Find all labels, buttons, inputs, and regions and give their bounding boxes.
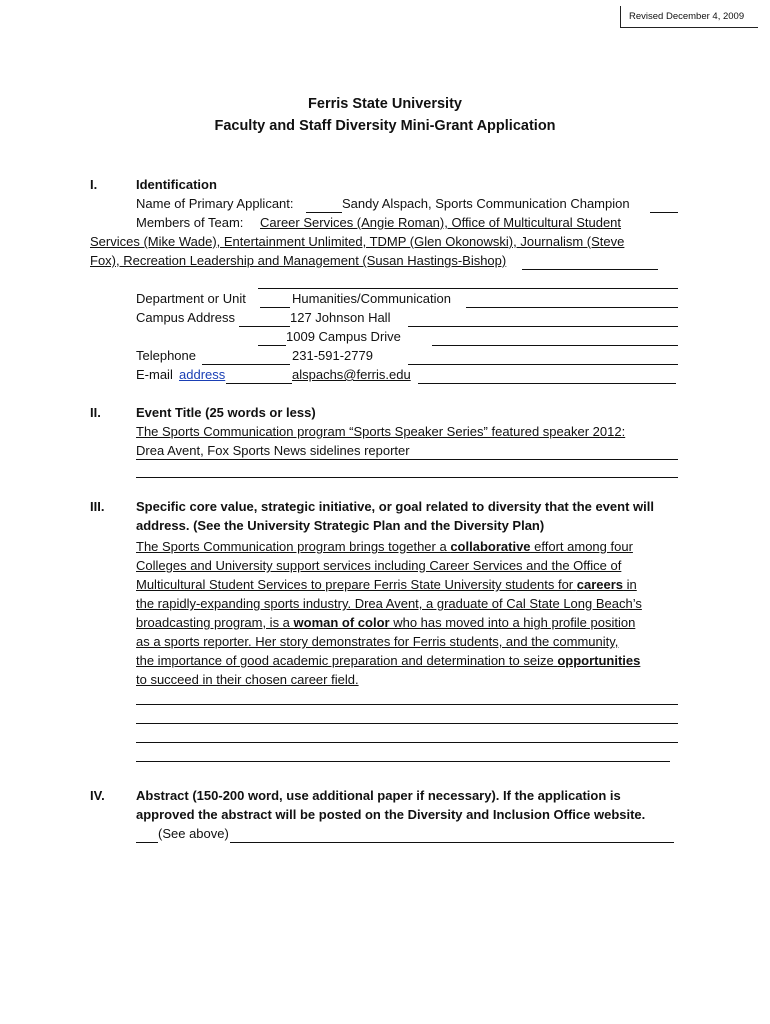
team-field-line-3[interactable]: Fox), Recreation Leadership and Management (Susan Hastings-Bishop) <box>90 253 507 268</box>
telephone-label: Telephone <box>136 348 196 363</box>
response-line-5: broadcasting program, is a woman of color who has moved into a high profile position <box>136 615 636 630</box>
section-2-heading: Event Title (25 words or less) <box>136 405 316 420</box>
section-3-numeral: III. <box>90 499 105 514</box>
response-line-3: Multicultural Student Services to prepare Ferris State University students for careers in <box>136 577 637 592</box>
campus-address-label: Campus Address <box>136 310 235 325</box>
response-line-8: to succeed in their chosen career field. <box>136 672 359 687</box>
emphasis-collaborative: collaborative <box>450 539 531 554</box>
emphasis-woman-of-color: woman of color <box>293 615 390 630</box>
revised-date: Revised December 4, 2009 <box>629 11 745 22</box>
section-1-numeral: I. <box>90 177 98 192</box>
telephone-field[interactable]: 231-591-2779 <box>292 348 373 363</box>
team-label: Members of Team: <box>136 215 244 230</box>
event-title-line-1[interactable]: The Sports Communication program “Sports Speaker Series” featured speaker 2012: <box>136 424 626 439</box>
section-3-heading-2: address. (See the University Strategic Plan and the Diversity Plan) <box>136 518 545 533</box>
response-line-4: the rapidly-expanding sports industry. Drea Avent, a graduate of Cal State Long Beach’s <box>136 596 642 611</box>
campus-address-field-1[interactable]: 127 Johnson Hall <box>290 310 391 325</box>
team-field-line-1[interactable]: Career Services (Angie Roman), Office of Multicultural Student <box>260 215 622 230</box>
form-title: Faculty and Staff Diversity Mini-Grant Application <box>214 118 556 134</box>
revised-date-box <box>620 6 758 28</box>
section-4-heading-2: approved the abstract will be posted on the Diversity and Inclusion Office website. <box>136 807 646 822</box>
section-4-numeral: IV. <box>90 788 105 803</box>
abstract-field[interactable]: (See above) <box>158 826 229 841</box>
university-title: Ferris State University <box>308 96 462 112</box>
response-line-1: The Sports Communication program brings together a collaborative effort among four <box>136 539 633 554</box>
email-label: E-mail <box>136 367 173 382</box>
department-label: Department or Unit <box>136 291 246 306</box>
team-field-line-2[interactable]: Services (Mike Wade), Entertainment Unlimited, TDMP (Glen Okonowski), Journalism (Steve <box>90 234 625 249</box>
response-line-6: as a sports reporter. Her story demonstrates for Ferris students, and the community, <box>136 634 619 649</box>
section-4-heading-1: Abstract (150-200 word, use additional paper if necessary). If the application is <box>136 788 621 803</box>
campus-address-field-2[interactable]: 1009 Campus Drive <box>286 329 401 344</box>
emphasis-careers: careers <box>576 577 624 592</box>
section-1-heading: Identification <box>136 177 217 192</box>
department-field[interactable]: Humanities/Communication <box>292 291 451 306</box>
event-title-line-2[interactable]: Drea Avent, Fox Sports News sidelines reporter <box>136 443 410 458</box>
applicant-label: Name of Primary Applicant: <box>136 196 294 211</box>
section-2-numeral: II. <box>90 405 101 420</box>
section-3-heading-1: Specific core value, strategic initiative, or goal related to diversity that the event will <box>136 499 654 514</box>
email-address-link[interactable]: address <box>179 367 226 382</box>
response-line-2: Colleges and University support services including Career Services and the Office of <box>136 558 622 573</box>
email-field[interactable]: alspachs@ferris.edu <box>292 367 411 382</box>
emphasis-opportunities: opportunities <box>557 653 641 668</box>
applicant-field[interactable]: Sandy Alspach, Sports Communication Champion <box>342 196 630 211</box>
core-value-response[interactable] <box>136 537 642 689</box>
response-line-7: the importance of good academic preparation and determination to seize opportunities <box>136 653 641 668</box>
